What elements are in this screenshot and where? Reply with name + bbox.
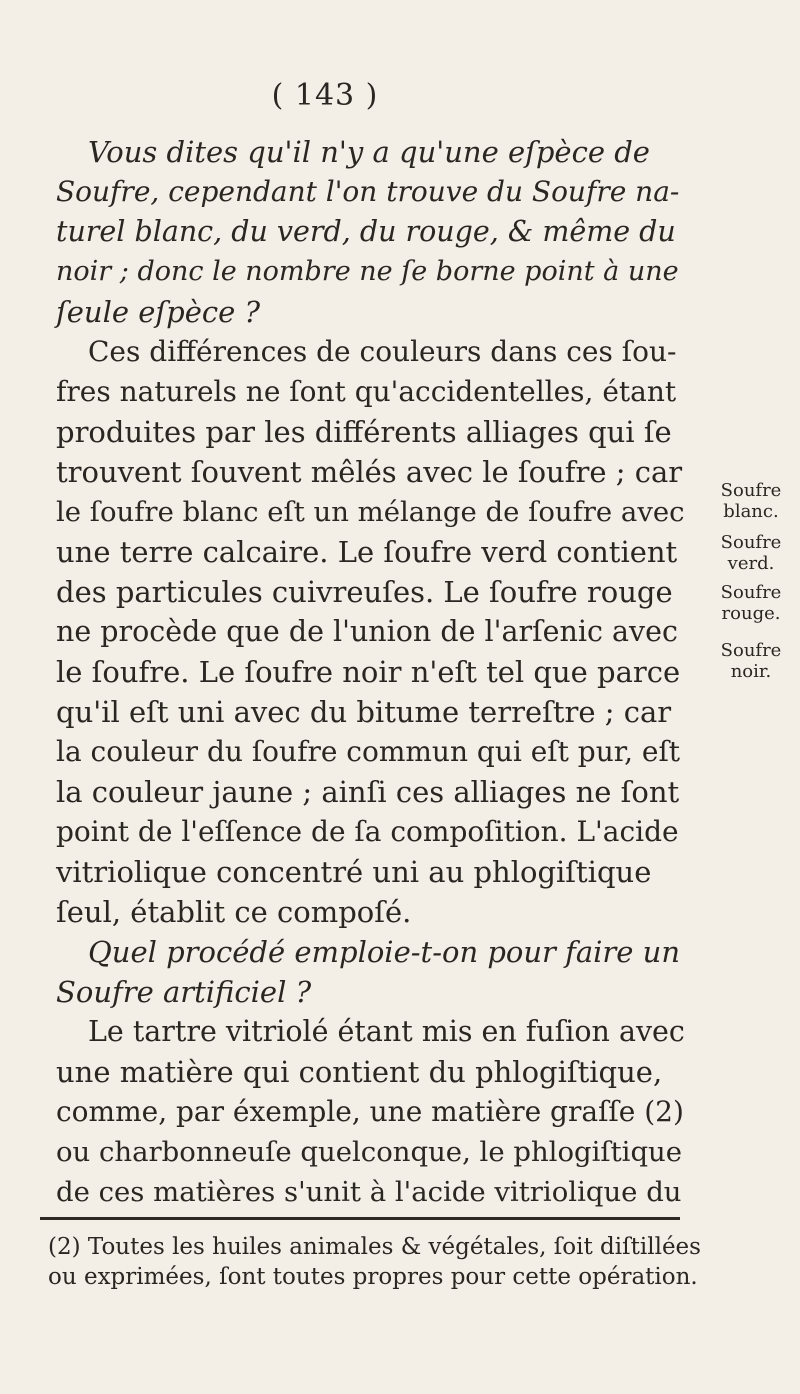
margin-note-rouge: Soufre rouge.	[720, 582, 782, 624]
text-line: le ſoufre blanc eſt un mélange de ſoufre avec	[56, 496, 685, 528]
text-line: des particules cuivreuſes. Le ſoufre rouge	[56, 575, 673, 609]
text-line: ſeule eſpèce ?	[56, 295, 261, 329]
text-line: Soufre artificiel ?	[56, 975, 312, 1009]
margin-note-blanc: Soufre blanc.	[720, 480, 782, 522]
text-line: Le tartre vitriolé étant mis en fuſion avec	[88, 1015, 685, 1048]
footnote-rule	[40, 1217, 680, 1220]
footnote-line: ou exprimées, ſont toutes propres pour cette opération.	[48, 1264, 698, 1290]
margin-note-noir: Soufre noir.	[720, 640, 782, 682]
footnote	[48, 1232, 708, 1292]
page-number: ( 143 )	[271, 78, 379, 113]
text-line: point de l'eſſence de ſa compoſition. L'acide	[56, 815, 679, 848]
answer-1	[56, 332, 686, 932]
text-line: de ces matières s'unit à l'acide vitriolique du	[56, 1176, 682, 1208]
text-line: Ces différences de couleurs dans ces ſou-	[88, 335, 677, 368]
text-line: ſeul, établit ce compoſé.	[56, 895, 412, 929]
text-line: noir ; donc le nombre ne ſe borne point à une	[56, 256, 679, 287]
text-line: Soufre, cependant l'on trouve du Soufre na-	[56, 175, 680, 208]
text-line: Quel procédé emploie-t-on pour faire un	[88, 935, 681, 969]
text-line: Vous dites qu'il n'y a qu'une eſpèce de	[88, 135, 650, 169]
text-line: qu'il eſt uni avec du bitume terreſtre ; car	[56, 695, 672, 729]
text-line: fres naturels ne ſont qu'accidentelles, étant	[56, 375, 677, 408]
text-line: le ſoufre. Le ſoufre noir n'eſt tel que parce	[56, 655, 681, 689]
text-line: turel blanc, du verd, du rouge, & même du	[56, 215, 676, 248]
footnote-line: (2) Toutes les huiles animales & végétales, ſoit diſtillées	[48, 1234, 701, 1260]
text-line: la couleur jaune ; ainſi ces alliages ne ſont	[56, 775, 680, 809]
text-line: vitriolique concentré uni au phlogiſtique	[56, 855, 652, 889]
margin-note-verd: Soufre verd.	[720, 532, 782, 574]
text-line: trouvent ſouvent mêlés avec le ſoufre ; car	[56, 455, 683, 489]
text-line: une matière qui contient du phlogiſtique,	[56, 1055, 663, 1089]
question-1	[56, 132, 686, 332]
text-line: ne procède que de l'union de l'arſenic avec	[56, 615, 678, 648]
question-2	[56, 932, 686, 1012]
answer-2	[56, 1012, 686, 1212]
text-line: une terre calcaire. Le ſoufre verd contient	[56, 535, 678, 569]
text-line: comme, par éxemple, une matière graſſe (2)	[56, 1095, 684, 1128]
text-line: produites par les différents alliages qui ſe	[56, 415, 672, 449]
text-line: la couleur du ſoufre commun qui eſt pur, eſt	[56, 735, 681, 768]
text-line: ou charbonneuſe quelconque, le phlogiſtique	[56, 1136, 683, 1168]
